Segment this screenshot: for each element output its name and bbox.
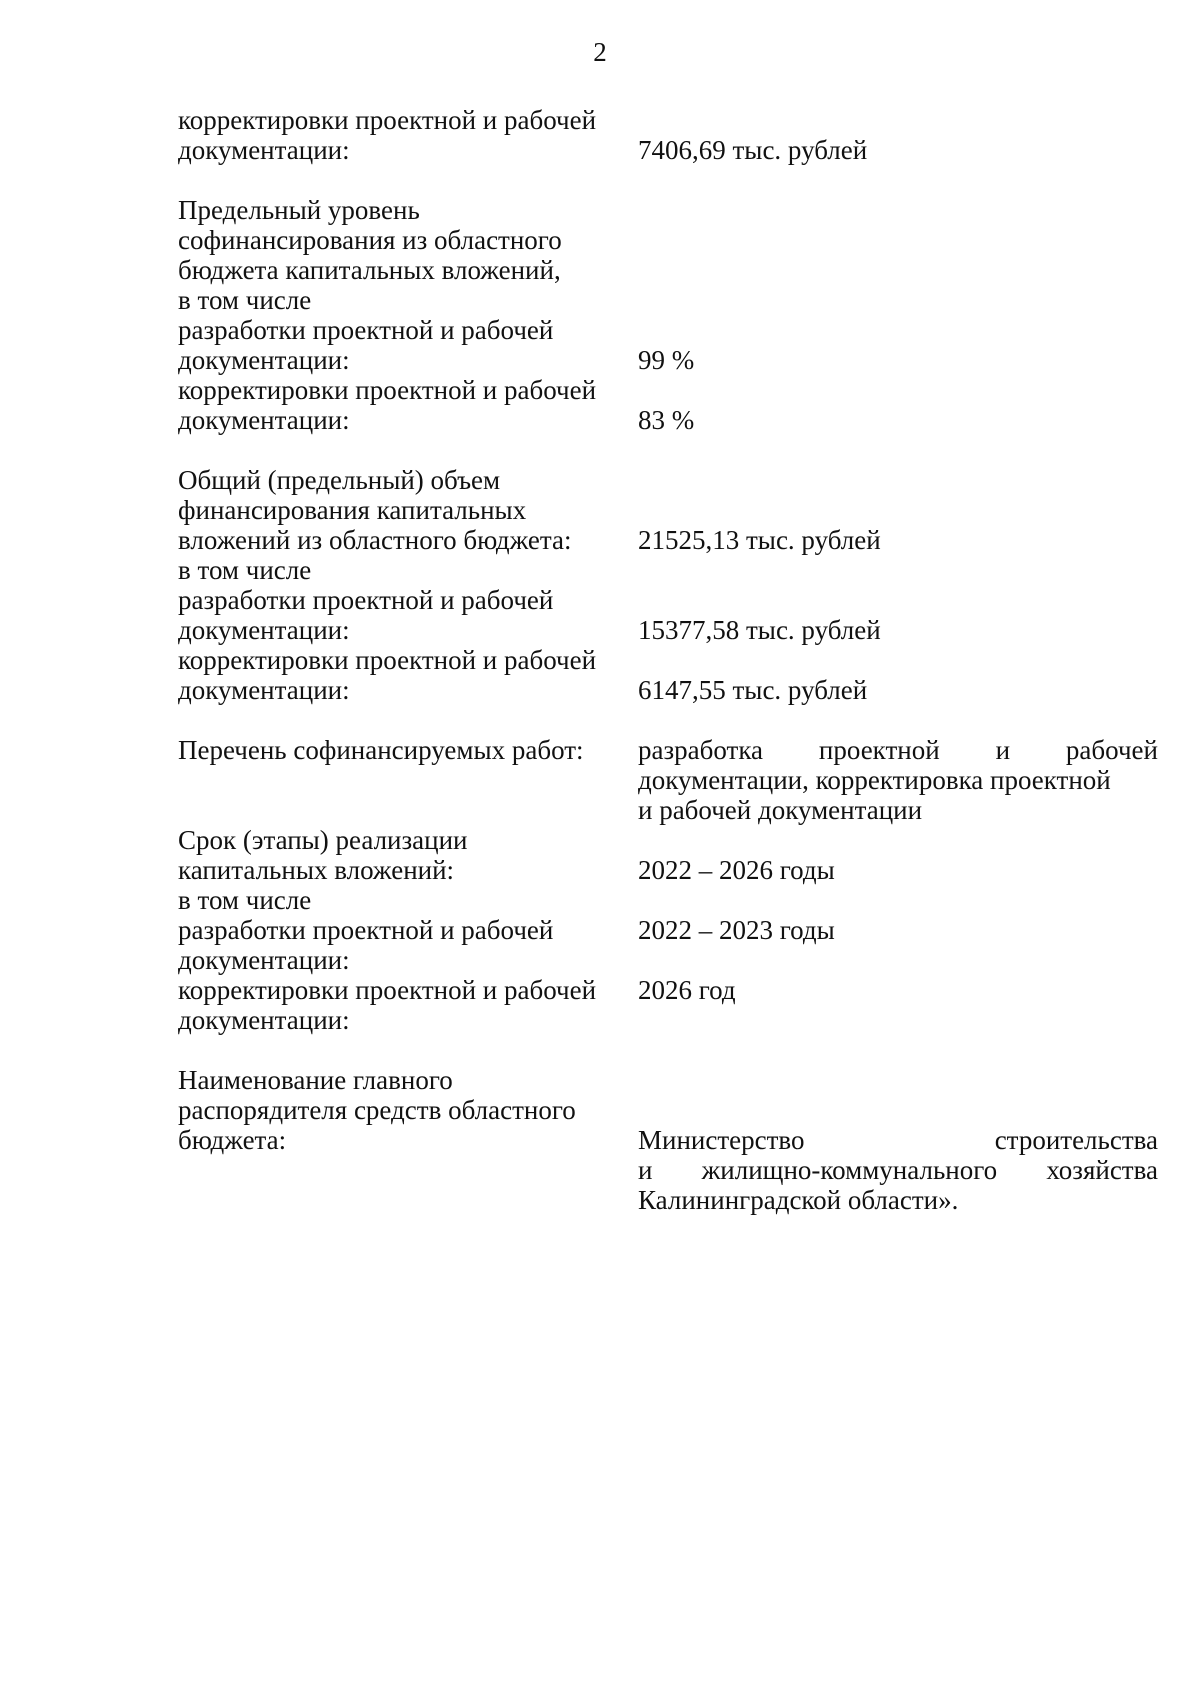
financing-correction-label-line-1: корректировки проектной и рабочей [178,645,597,675]
main-administrator-value-line-1 [638,1124,1158,1156]
period-correction-label-line-1: корректировки проектной и рабочей [178,975,597,1005]
main-administrator-value-line-3: Калининградской области». [638,1185,959,1215]
main-administrator-heading-line-2: распорядителя средств областного [178,1095,576,1125]
period-correction-value: 2026 год [638,975,736,1005]
budget-correction-label-line-1: корректировки проектной и рабочей [178,105,597,135]
financing-development-value: 15377,58 тыс. рублей [638,615,881,645]
total-financing-heading-line-1: Общий (предельный) объем [178,465,501,495]
main-administrator-word: хозяйства [1046,1155,1158,1185]
cofinancing-level-heading-line-1: Предельный уровень [178,195,420,225]
cofinancing-development-value: 99 % [638,345,695,375]
total-financing-value: 21525,13 тыс. рублей [638,525,881,555]
period-development-label-line-2: документации: [178,945,350,975]
main-administrator-word: Министерство [638,1125,805,1155]
cofinanced-works-value-line-2: документации, корректировка проектной [638,765,1111,795]
cofinancing-correction-value: 83 % [638,405,695,435]
cofinanced-works-word: рабочей [1065,735,1158,765]
financing-development-label-line-2: документации: [178,615,350,645]
period-correction-label-line-2: документации: [178,1005,350,1035]
main-administrator-word: и [638,1155,653,1185]
cofinanced-works-word: разработка [638,735,764,765]
cofinanced-works-value-line-3: и рабочей документации [638,795,923,825]
including-label: в том числе [178,285,312,315]
including-label: в том числе [178,555,312,585]
financing-correction-label-line-2: документации: [178,675,350,705]
period-development-label-line-1: разработки проектной и рабочей [178,915,554,945]
cofinancing-correction-label-line-1: корректировки проектной и рабочей [178,375,597,405]
implementation-period-value: 2022 – 2026 годы [638,855,835,885]
main-administrator-heading-line-1: Наименование главного [178,1065,453,1095]
cofinancing-correction-label-line-2: документации: [178,405,350,435]
implementation-period-heading-line-1: Срок (этапы) реализации [178,825,468,855]
cofinancing-development-label-line-1: разработки проектной и рабочей [178,315,554,345]
cofinanced-works-value-line-1 [638,734,1158,766]
cofinancing-level-heading-line-2: софинансирования из областного [178,225,562,255]
main-administrator-value-line-2 [638,1154,1158,1186]
main-administrator-heading-line-3: бюджета: [178,1125,287,1155]
total-financing-heading-line-2: финансирования капитальных [178,495,527,525]
budget-correction-value: 7406,69 тыс. рублей [638,135,868,165]
financing-correction-value: 6147,55 тыс. рублей [638,675,868,705]
period-development-value: 2022 – 2023 годы [638,915,835,945]
cofinanced-works-label: Перечень софинансируемых работ: [178,735,584,765]
total-financing-heading-line-3: вложений из областного бюджета: [178,525,572,555]
page-number: 2 [593,37,607,67]
implementation-period-heading-line-2: капитальных вложений: [178,855,455,885]
main-administrator-word: строительства [994,1125,1158,1155]
budget-correction-label-line-2: документации: [178,135,350,165]
cofinancing-development-label-line-2: документации: [178,345,350,375]
cofinanced-works-word: и [995,735,1011,765]
main-administrator-word: жилищно-коммунального [701,1155,998,1185]
cofinanced-works-word: проектной [818,735,940,765]
cofinancing-level-heading-line-3: бюджета капитальных вложений, [178,255,561,285]
financing-development-label-line-1: разработки проектной и рабочей [178,585,554,615]
including-label: в том числе [178,885,312,915]
